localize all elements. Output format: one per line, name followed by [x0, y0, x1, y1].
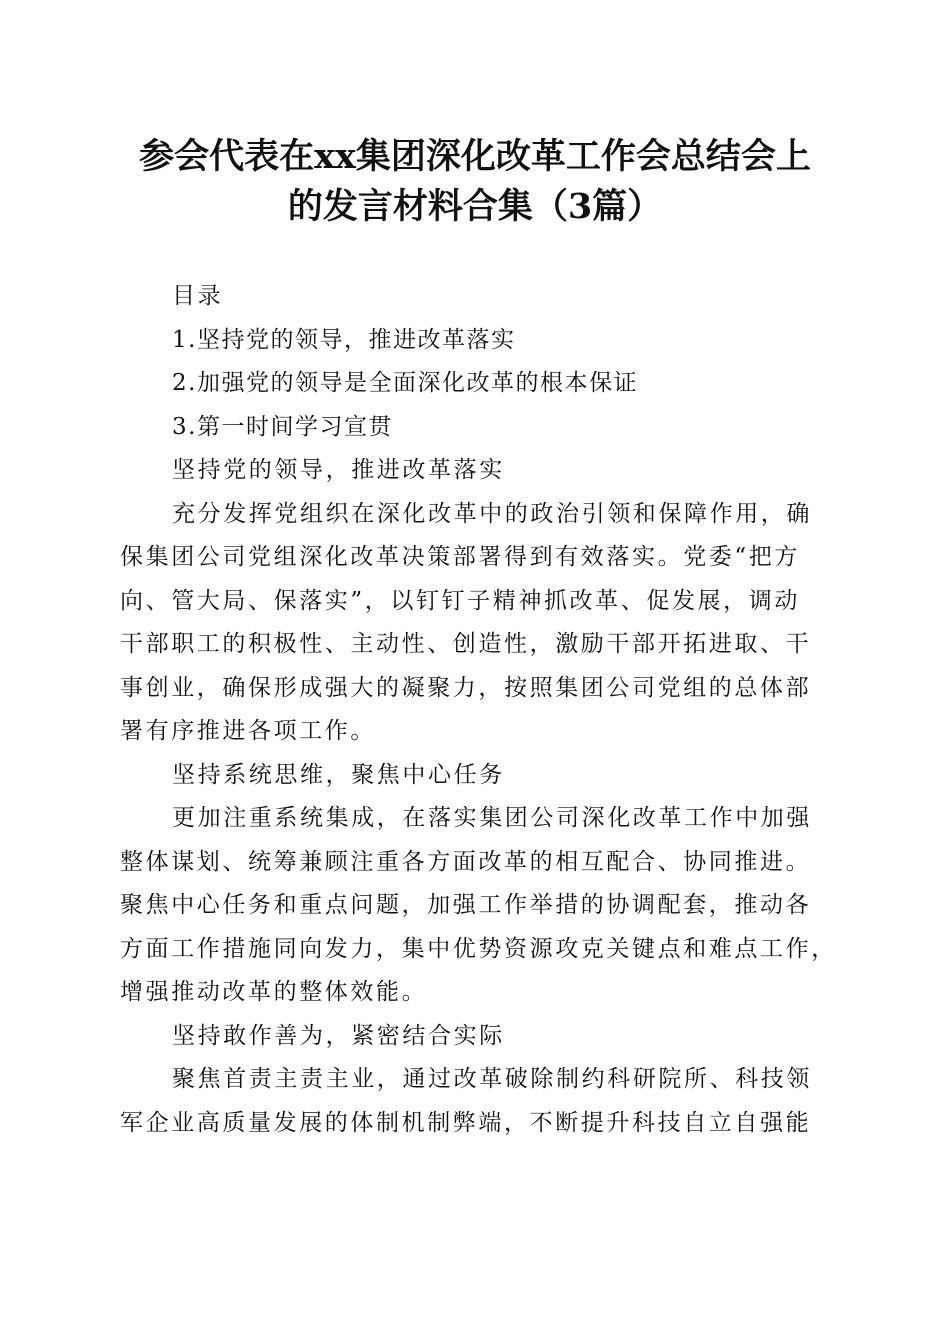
- paragraph-line: 方面工作措施同向发力，集中优势资源攻克关键点和难点工作，: [120, 935, 837, 962]
- paragraph-line: 充分发挥党组织在深化改革中的政治引领和保障作用，确: [172, 500, 812, 527]
- paragraph-line: 整体谋划、统筹兼顾注重各方面改革的相互配合、协同推进。: [120, 848, 812, 875]
- document-title: [90, 132, 860, 232]
- toc-item-1: 1.坚持党的领导，推进改革落实: [172, 326, 516, 353]
- paragraph-line: 干部职工的积极性、主动性、创造性，激励干部开拓进取、干: [120, 631, 812, 657]
- paragraph-line: 向、管大局、保落实”，以钉钉子精神抓改革、促发展，调动: [120, 587, 800, 614]
- paragraph-line: 保集团公司党组深化改革决策部署得到有效落实。党委“把方: [120, 544, 800, 570]
- section-heading: 坚持敢作善为，紧密结合实际: [172, 1022, 505, 1049]
- toc-item-3: 3.第一时间学习宣贯: [172, 413, 393, 440]
- paragraph-line: 更加注重系统集成，在落实集团公司深化改革工作中加强: [172, 805, 812, 831]
- paragraph-line: 聚焦中心任务和重点问题，加强工作举措的协调配套，推动各: [120, 892, 812, 918]
- paragraph-line: 事创业，确保形成强大的凝聚力，按照集团公司党组的总体部: [120, 674, 812, 701]
- document-body: [120, 275, 837, 1145]
- paragraph-line: 署有序推进各项工作。: [120, 718, 376, 744]
- title-line-1: 参会代表在xx集团深化改革工作会总结会上: [139, 136, 811, 177]
- toc-item-2: 2.加强党的领导是全面深化改革的根本保证: [172, 370, 638, 396]
- article-title: 坚持党的领导，推进改革落实: [172, 457, 505, 483]
- toc-heading: 目录: [172, 283, 224, 309]
- paragraph-line: 军企业高质量发展的体制机制弊端，不断提升科技自立自强能: [120, 1109, 812, 1136]
- title-line-2: 的发言材料合集（3篇）: [287, 186, 663, 227]
- paragraph-line: 聚焦首责主责主业，通过改革破除制约科研院所、科技领: [172, 1066, 812, 1092]
- section-heading: 坚持系统思维，聚焦中心任务: [172, 761, 505, 788]
- paragraph-line: 增强推动改革的整体效能。: [120, 979, 428, 1005]
